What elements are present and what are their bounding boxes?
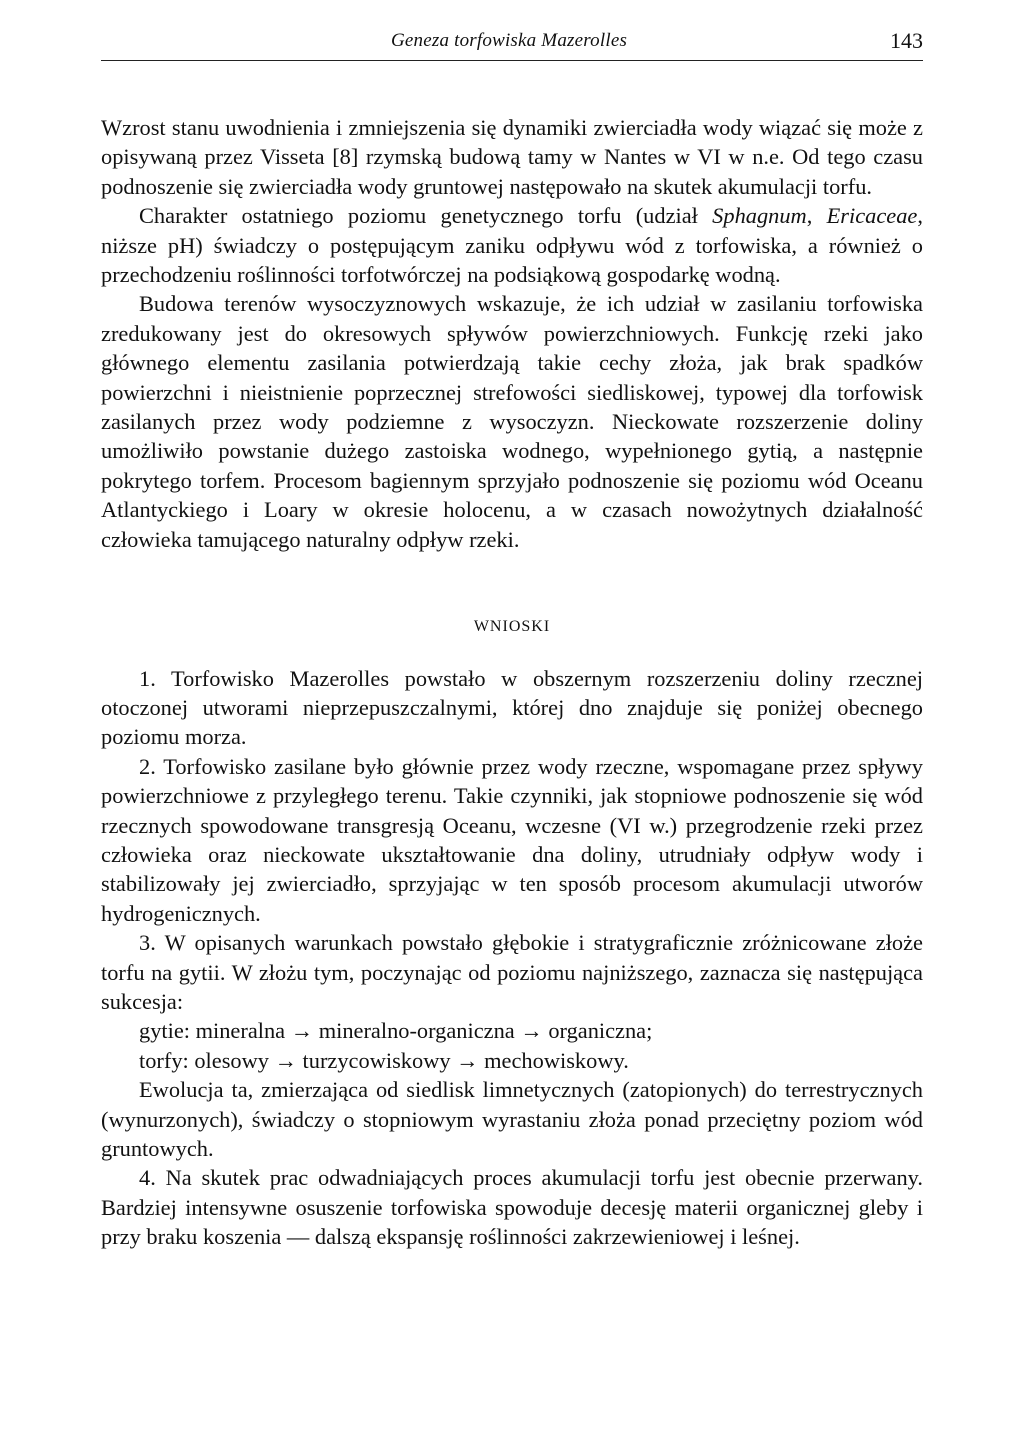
paragraph-text: Charakter ostatniego poziomu genetycznego torfu (udział (139, 203, 713, 229)
paragraph: Wzrost stanu uwodnienia i zmniejszenia się dynamiki zwierciadła wody wiązać się może z opisywaną przez Visseta [8] rzymską budową tamy w Nantes w VI w n.e. Od tego czasu podnoszenie się zwierciadła wody gruntowej następowało na skutek akumulacji torfu. (101, 115, 923, 199)
taxon-name: Ericaceae (826, 203, 918, 229)
paragraph-text: , niższe pH) świadczy o postępującym zaniku odpływu wód z torfowiska, a również o przechodzeniu roślinności torfotwórczej na podsiąkową gospodarkę wodną. (101, 203, 923, 288)
page-body (101, 113, 923, 1252)
conclusion-item: 2. Torfowisko zasilane było głównie przez wody rzeczne, wspomagane przez spływy powierzchniowe z przyległego terenu. Takie czynniki, jak stopniowe podnoszenie się wód rzecznych spowodowane transgresją Oceanu, wczesne (VI w.) przegrodzenie rzeki przez człowieka oraz nieckowate ukształtowanie dna doliny, utrudniały odpływ wody i stabilizowały jej zwierciadło, sprzyjając w ten sposób procesom akumulacji utworów hydrogenicznych. (101, 753, 923, 926)
running-title: Geneza torfowiska Mazerolles (391, 30, 628, 51)
sequence-gytie: gytie: mineralna → mineralno-organiczna → organiczna; (139, 1018, 653, 1044)
conclusion-item: 3. W opisanych warunkach powstało głębokie i stratygraficznie zróżnicowane złoże torfu na gytii. W złożu tym, poczynając od poziomu najniższego, zaznacza się następująca sukcesja: (101, 930, 923, 1014)
evolution-note: Ewolucja ta, zmierzająca od siedlisk limnetycznych (zatopionych) do terrestrycznych (wynurzonych), świadczy o stopniowym wyrastaniu złoża ponad przeciętny poziom wód gruntowych. (101, 1077, 923, 1161)
conclusion-item: 1. Torfowisko Mazerolles powstało w obszernym rozszerzeniu doliny rzecznej otoczonej utworami nieprzepuszczalnymi, której dno znajduje się poniżej obecnego poziomu morza. (101, 665, 923, 750)
page-number: 143 (890, 28, 923, 53)
conclusion-item: 4. Na skutek prac odwadniających proces akumulacji torfu jest obecnie przerwany. Bardziej intensywne osuszenie torfowiska spowoduje decesję materii organicznej gleby i przy braku koszenia — dalszą ekspansję roślinności zakrzewieniowej i leśnej. (101, 1165, 923, 1250)
sequence-torfy: torfy: olesowy → turzycowiskowy → mechowiskowy. (139, 1047, 629, 1073)
paragraph (101, 201, 923, 289)
paragraph: Budowa terenów wysoczyznowych wskazuje, że ich udział w zasilaniu torfowiska zredukowany jest do okresowych spływów powierzchniowych. Funkcję rzeki jako głównego elementu zasilania potwierdzają takie cechy złoża, jak brak spadków powierzchni i nieistnienie poprzecznej strefowości siedliskowej, typowej dla torfowisk zasilanych przez wody podziemne z wysoczyzn. Nieckowate rozszerzenie doliny umożliwiło powstanie dużego zastoiska wodnego, wypełnionego gytią, a następnie pokrytego torfem. Procesom bagiennym sprzyjało podnoszenie się poziomu wód Oceanu Atlantyckiego i Loary w okresie holocenu, a w czasach nowożytnych działalność człowieka tamującego naturalny odpływ rzeki. (101, 291, 923, 552)
running-header (101, 26, 923, 61)
book-page (101, 26, 923, 1252)
paragraph-text: , (806, 203, 827, 229)
taxon-name: Sphagnum (712, 203, 807, 229)
section-heading: WNIOSKI (473, 618, 551, 636)
